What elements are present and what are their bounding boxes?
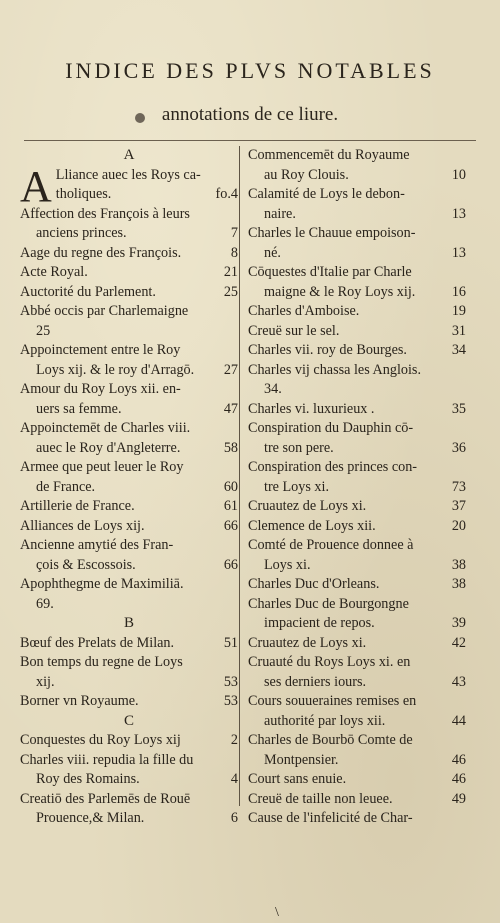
entry-text-line: Cours souueraines remises en: [248, 693, 417, 709]
entry-text-line: Court sans enuie.: [248, 771, 347, 787]
entry-text-line: tholiques.: [55, 186, 112, 202]
index-entry: [248, 634, 466, 654]
entry-text-line: Cōquestes d'Italie par Charle: [248, 264, 412, 280]
entry-text-line: maigne & le Roy Loys xij.: [264, 283, 416, 300]
entry-text-line: Bon temps du regne de Loys: [20, 654, 183, 670]
entry-text-line: tre son pere.: [264, 439, 334, 456]
folio-number: 6: [230, 810, 238, 826]
folio-number: 36: [451, 439, 466, 456]
entry-text-line: Alliances de Loys xij.: [20, 517, 145, 534]
index-entry: [248, 146, 466, 185]
folio-number: 66: [223, 517, 238, 534]
entry-text-line: Artillerie de France.: [20, 498, 135, 514]
index-entry: [20, 536, 238, 575]
entry-text-line: Ancienne amytié des Fran-: [20, 537, 174, 553]
folio-number: 58: [223, 439, 238, 456]
entry-text-line: Charles vij chassa les Anglois.: [248, 361, 421, 378]
entry-text-line: impacient de repos.: [264, 615, 375, 631]
index-entry: [248, 790, 466, 810]
index-entry: [248, 302, 466, 322]
index-entry: [20, 517, 238, 537]
folio-number: 46: [451, 771, 466, 787]
folio-number: 49: [451, 790, 466, 807]
entry-text-line: Charles Duc de Bourgongne: [248, 595, 409, 612]
index-entry: [248, 536, 466, 575]
folio-number: 39: [451, 615, 466, 631]
entry-text-line: Conspiration des princes con-: [248, 459, 418, 475]
index-entry: [248, 458, 466, 497]
entry-text-line: Armee que peut leuer le Roy: [20, 459, 184, 475]
folio-number: 27: [223, 361, 238, 378]
entry-text-line: tre Loys xi.: [264, 478, 330, 495]
folio-number: fo.4: [215, 186, 238, 202]
index-entry: [248, 575, 466, 595]
entry-text-line: uers sa femme.: [36, 400, 122, 417]
entry-text-line: Cruauté du Roys Loys xi. en: [248, 654, 411, 670]
entry-text-line: Borner vn Royaume.: [20, 693, 139, 709]
index-entry: [248, 731, 466, 770]
folio-number: 25: [223, 283, 238, 300]
index-title: INDICE DES PLVS NOTABLES: [65, 58, 435, 83]
entry-text-line: çois & Escossois.: [36, 556, 136, 573]
entry-text-line: Charles viii. repudia la fille du: [20, 751, 194, 768]
folio-number: 47: [223, 400, 238, 417]
index-entry: [20, 244, 238, 264]
left-column: [20, 146, 238, 829]
folio-number: 10: [451, 166, 466, 183]
index-entry: [248, 400, 466, 420]
folio-number: 2: [230, 732, 238, 748]
folio-number: 20: [451, 517, 466, 534]
section-letter: B: [123, 615, 134, 631]
index-entry: [248, 517, 466, 537]
folio-number: 13: [451, 244, 466, 261]
index-entry: [248, 770, 466, 790]
entry-text-line: Creuë sur le sel.: [248, 322, 340, 339]
entry-text-line: Appoinctemēt de Charles viii.: [20, 420, 191, 436]
index-entry: [20, 419, 238, 458]
entry-text-line: Lliance auec les Roys ca-: [55, 166, 201, 183]
entry-text-line: Loys xij. & le roy d'Arragō.: [36, 361, 195, 378]
entry-text-line: Charles vii. roy de Bourges.: [248, 342, 407, 358]
entry-text-line: au Roy Clouis.: [264, 166, 349, 183]
section-letter: A: [123, 147, 135, 163]
entry-text-line: Cruautez de Loys xi.: [248, 634, 367, 651]
right-column: [248, 146, 466, 829]
entry-text-line: Charles Duc d'Orleans.: [248, 576, 380, 592]
entry-text-line: Conquestes du Roy Loys xij: [20, 732, 181, 748]
entry-text-line: Bœuf des Prelats de Milan.: [20, 634, 175, 651]
index-entry: [20, 790, 238, 829]
folio-number: 60: [223, 478, 238, 495]
index-entry: [20, 653, 238, 692]
folio-number: 19: [451, 303, 466, 319]
folio-number: 37: [451, 498, 466, 514]
folio-number: 34: [451, 342, 466, 358]
entry-text-line: Creuë de taille non leuee.: [248, 790, 393, 807]
index-entry: [248, 809, 466, 829]
index-entry: [20, 751, 238, 790]
entry-text-line: Commencemēt du Royaume: [248, 147, 410, 163]
folio-number: 73: [451, 478, 466, 495]
index-entry: [248, 497, 466, 517]
entry-text-line: Auctorité du Parlement.: [20, 283, 156, 300]
entry-text-line: Charles vi. luxurieux .: [248, 400, 375, 417]
entry-text-line: Charles de Bourbō Comte de: [248, 732, 413, 748]
index-entry: [248, 653, 466, 692]
drop-cap: A: [20, 161, 52, 211]
folio-number: 53: [223, 673, 238, 690]
index-subtitle: annotations de ce liure.: [161, 104, 339, 125]
entry-text-line: Comté de Prouence donnee à: [248, 537, 414, 553]
entry-text-line: Calamité de Loys le debon-: [248, 186, 405, 202]
entry-text-line: xij.: [36, 673, 55, 690]
index-entry: [248, 341, 466, 361]
entry-text-line: Roy des Romains.: [36, 771, 140, 787]
folio-number: 66: [223, 556, 238, 573]
entry-text-line: de France.: [36, 478, 96, 495]
column-divider: [239, 146, 240, 806]
folio-number: 53: [223, 693, 238, 709]
entry-text-line: Creatiō des Parlemēs de Rouē: [20, 790, 191, 807]
index-entry: [248, 692, 466, 731]
entry-text-line: authorité par loys xii.: [264, 712, 386, 729]
index-entry: [248, 595, 466, 634]
entry-text-line: Affection des François à leurs: [20, 205, 190, 222]
folio-number: 42: [451, 634, 466, 651]
entry-text-line: Charles le Chauue empoison-: [248, 225, 416, 241]
folio-number: 44: [451, 712, 466, 729]
index-entry: [248, 361, 466, 400]
index-entry: [248, 419, 466, 458]
entry-text-line: Montpensier.: [264, 751, 339, 768]
entry-text-line: né.: [264, 244, 281, 261]
entry-text-line: Aage du regne des François.: [20, 244, 182, 261]
index-entry: [248, 322, 466, 342]
folio-number: 38: [451, 556, 466, 573]
index-entry: [20, 497, 238, 517]
entry-text-line: Appoinctement entre le Roy: [20, 342, 181, 358]
folio-number: 38: [451, 576, 466, 592]
index-entry: [20, 575, 238, 614]
index-entry: [20, 692, 238, 712]
folio-number: 4: [230, 771, 238, 787]
folio-number: 43: [451, 673, 466, 690]
entry-text-line: Charles d'Amboise.: [248, 303, 360, 319]
entry-text-line: ses derniers iours.: [264, 673, 367, 690]
entry-text-line: 34.: [264, 381, 282, 397]
folio-number: 8: [230, 244, 238, 261]
entry-text-line: 69.: [36, 595, 54, 612]
folio-number: 31: [451, 322, 466, 339]
index-entry: [20, 634, 238, 654]
folio-number: 46: [451, 751, 466, 768]
entry-text-line: Prouence,& Milan.: [36, 810, 145, 826]
index-entry: [20, 263, 238, 283]
entry-text-line: auec le Roy d'Angleterre.: [36, 439, 181, 456]
entry-text-line: Acte Royal.: [20, 264, 88, 280]
entry-text-line: Clemence de Loys xii.: [248, 517, 376, 534]
index-entry: [20, 458, 238, 497]
entry-text-line: Conspiration du Dauphin cō-: [248, 420, 414, 436]
folio-number: 61: [223, 498, 238, 514]
index-entry: [20, 302, 238, 341]
folio-number: 7: [230, 225, 238, 241]
entry-text-line: naire.: [264, 205, 296, 222]
page-foot-mark: \: [275, 905, 279, 920]
index-entry: [20, 380, 238, 419]
entry-text-line: Apophthegme de Maximiliā.: [20, 576, 184, 592]
index-entry: [248, 224, 466, 263]
entry-text-line: Loys xi.: [264, 556, 311, 573]
folio-number: 35: [451, 400, 466, 417]
folio-number: 51: [223, 634, 238, 651]
index-entry: [20, 205, 238, 244]
index-entry: [248, 263, 466, 302]
index-entry: [248, 185, 466, 224]
entry-text-line: Cause de l'infelicité de Char-: [248, 810, 413, 826]
entry-text-line: anciens princes.: [36, 225, 127, 241]
index-entry: [20, 283, 238, 303]
folio-number: 21: [223, 264, 238, 280]
entry-text-line: Cruautez de Loys xi.: [248, 498, 367, 514]
entry-text-line: Amour du Roy Loys xii. en-: [20, 381, 181, 397]
index-entry: [20, 341, 238, 380]
folio-number: 13: [451, 205, 466, 222]
index-entry: [20, 731, 238, 751]
folio-number: 16: [451, 283, 466, 300]
entry-text-line: Abbé occis par Charlemaigne: [20, 303, 189, 319]
section-letter: C: [123, 712, 134, 729]
entry-text-line: 25: [36, 322, 51, 339]
header-rule: [24, 140, 476, 141]
index-entry: [20, 161, 238, 211]
